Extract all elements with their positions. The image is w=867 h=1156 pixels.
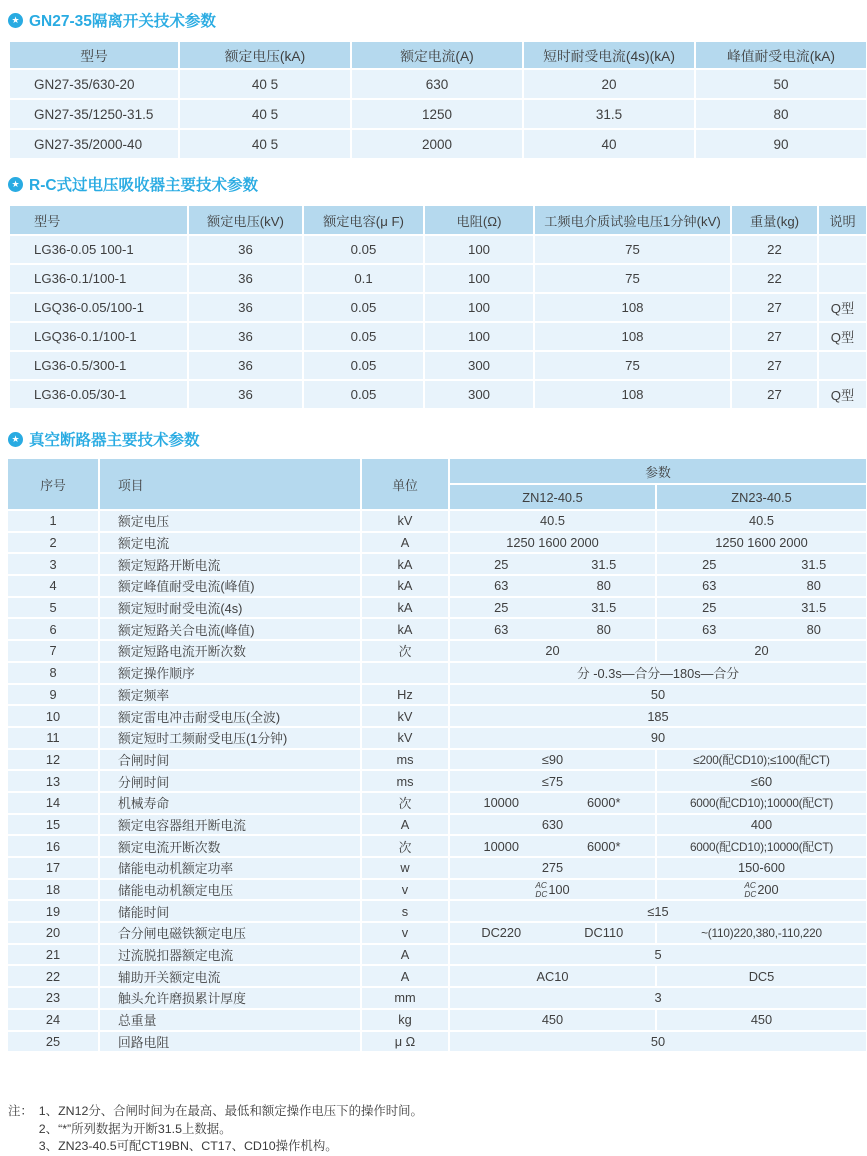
table-row (8, 771, 866, 793)
cell-no: 20 (8, 923, 100, 945)
table-row (8, 858, 866, 880)
value: 25 (702, 600, 717, 616)
cell-item: 额定短时工频耐受电压(1分钟) (100, 728, 362, 750)
cell-span-value: 50 (450, 685, 866, 707)
footnote-items (33, 1103, 423, 1156)
cell-zn12-value (450, 598, 657, 620)
value: 63 (494, 621, 509, 637)
cell-zn12-value (450, 880, 657, 902)
cell-no: 8 (8, 663, 100, 685)
star-icon: ★ (8, 177, 23, 192)
table-row (8, 533, 866, 555)
table-cell: 300 (424, 351, 534, 380)
value: 80 (806, 621, 821, 637)
cell-span-value: 5 (450, 945, 866, 967)
cell-no: 6 (8, 619, 100, 641)
cell-span-value: 185 (450, 706, 866, 728)
table-cell: GN27-35/630-20 (9, 69, 179, 99)
table-row (8, 511, 866, 533)
cell-item: 额定电压 (100, 511, 362, 533)
section-title-gn27 (8, 9, 867, 31)
cell-zn23-value: 40.5 (657, 511, 866, 533)
table-cell: 36 (188, 293, 303, 322)
table-row (8, 685, 866, 707)
cell-no: 12 (8, 750, 100, 772)
header-cell: 说明 (818, 205, 867, 235)
cell-item: 回路电阻 (100, 1032, 362, 1054)
table-row (8, 923, 866, 945)
cell-no: 16 (8, 836, 100, 858)
value: 63 (702, 578, 717, 594)
cell-unit: kA (362, 576, 450, 598)
cell-zn12-value: 40.5 (450, 511, 657, 533)
table-row (9, 264, 867, 293)
value: 25 (494, 600, 509, 616)
cell-unit: ms (362, 750, 450, 772)
cell-no: 2 (8, 533, 100, 555)
table-row (8, 880, 866, 902)
table-row (8, 945, 866, 967)
table-vacuum-breaker-params (8, 459, 866, 1053)
page (0, 9, 867, 1156)
cell-span-value: 90 (450, 728, 866, 750)
table-row (8, 1010, 866, 1032)
table-cell: 100 (424, 293, 534, 322)
table-cell: LG36-0.05 100-1 (9, 235, 188, 264)
table-cell: LG36-0.1/100-1 (9, 264, 188, 293)
table-row (8, 728, 866, 750)
section-title-vcb (8, 428, 867, 450)
cell-unit: 次 (362, 793, 450, 815)
table-cell: 36 (188, 235, 303, 264)
cell-zn23-value: 6000(配CD10);10000(配CT) (657, 793, 866, 815)
footnotes (8, 1103, 867, 1156)
cell-no: 21 (8, 945, 100, 967)
table-cell: GN27-35/1250-31.5 (9, 99, 179, 129)
cell-zn12-value (450, 793, 657, 815)
cell-unit (362, 663, 450, 685)
cell-zn12-value: 275 (450, 858, 657, 880)
table-cell: 1250 (351, 99, 523, 129)
cell-unit: A (362, 533, 450, 555)
cell-no: 9 (8, 685, 100, 707)
cell-zn23-value (657, 554, 866, 576)
table-cell: 36 (188, 264, 303, 293)
value: 25 (702, 556, 717, 572)
cell-unit: v (362, 923, 450, 945)
cell-zn12-value (450, 923, 657, 945)
table-cell: LGQ36-0.1/100-1 (9, 322, 188, 351)
cell-no: 13 (8, 771, 100, 793)
cell-item: 辅助开关额定电流 (100, 966, 362, 988)
cell-zn12-value: 450 (450, 1010, 657, 1032)
cell-span-value: 分 -0.3s—合分—180s—合分 (450, 663, 866, 685)
table-cell: 36 (188, 380, 303, 409)
cell-no: 3 (8, 554, 100, 576)
value: 80 (596, 621, 611, 637)
table-row (9, 293, 867, 322)
table-cell: 40 5 (179, 69, 351, 99)
value: 25 (494, 556, 509, 572)
table-row (9, 129, 867, 159)
cell-zn23-value: 20 (657, 641, 866, 663)
table-row (8, 554, 866, 576)
table-row (9, 380, 867, 409)
cell-no: 15 (8, 815, 100, 837)
cell-unit: ms (362, 771, 450, 793)
cell-no: 18 (8, 880, 100, 902)
cell-unit: s (362, 901, 450, 923)
table-cell: Q型 (818, 380, 867, 409)
cell-no: 19 (8, 901, 100, 923)
cell-zn12-value: 1250 1600 2000 (450, 533, 657, 555)
cell-no: 14 (8, 793, 100, 815)
cell-span-value: ≤15 (450, 901, 866, 923)
table-row (8, 641, 866, 663)
table-cell: 108 (534, 322, 731, 351)
cell-zn23-value: 6000(配CD10);10000(配CT) (657, 836, 866, 858)
cell-zn23-value (657, 880, 866, 902)
cell-zn23-value (657, 576, 866, 598)
table-cell: 20 (523, 69, 695, 99)
table-cell: 90 (695, 129, 867, 159)
cell-no: 25 (8, 1032, 100, 1054)
table-cell: 36 (188, 351, 303, 380)
table-gn27-params (8, 40, 867, 160)
cell-no: 4 (8, 576, 100, 598)
value: 80 (596, 578, 611, 594)
cell-item: 额定短路开断电流 (100, 554, 362, 576)
header-cell: 额定电压(kV) (188, 205, 303, 235)
table-cell: 0.05 (303, 235, 424, 264)
value: 10000 (483, 838, 520, 854)
table-row (8, 901, 866, 923)
table-cell: 100 (424, 264, 534, 293)
cell-unit: w (362, 858, 450, 880)
table-cell: 108 (534, 380, 731, 409)
table-cell: 100 (424, 322, 534, 351)
table-cell: 36 (188, 322, 303, 351)
value: 31.5 (801, 556, 827, 572)
cell-zn23-value: 1250 1600 2000 (657, 533, 866, 555)
cell-zn12-value: 20 (450, 641, 657, 663)
table-cell: LG36-0.5/300-1 (9, 351, 188, 380)
cell-zn12-value: ≤75 (450, 771, 657, 793)
cell-zn23-value: 450 (657, 1010, 866, 1032)
section-title-rc (8, 173, 867, 195)
cell-item: 额定频率 (100, 685, 362, 707)
table-cell: 630 (351, 69, 523, 99)
cell-unit: kA (362, 554, 450, 576)
cell-unit: 次 (362, 836, 450, 858)
header-param-group (450, 459, 866, 511)
value: 63 (702, 621, 717, 637)
cell-item: 额定雷电冲击耐受电压(全波) (100, 706, 362, 728)
cell-item: 合分闸电磁铁额定电压 (100, 923, 362, 945)
header-cell: 额定电流(A) (351, 41, 523, 69)
star-icon: ★ (8, 13, 23, 28)
cell-zn23-value: ≤200(配CD10);≤100(配CT) (657, 750, 866, 772)
cell-unit: Hz (362, 685, 450, 707)
table-cell: Q型 (818, 293, 867, 322)
cell-span-value: 50 (450, 1032, 866, 1054)
table-cell: LG36-0.05/30-1 (9, 380, 188, 409)
cell-zn23-value (657, 598, 866, 620)
cell-zn23-value: ~(110)220,380,-110,220 (657, 923, 866, 945)
cell-no: 5 (8, 598, 100, 620)
cell-item: 储能时间 (100, 901, 362, 923)
cell-zn12-value (450, 836, 657, 858)
cell-item: 总重量 (100, 1010, 362, 1032)
table-cell (818, 351, 867, 380)
cell-zn12-value (450, 619, 657, 641)
table-cell: 75 (534, 351, 731, 380)
cell-item: 储能电动机额定电压 (100, 880, 362, 902)
table-row (8, 793, 866, 815)
table-cell: 40 (523, 129, 695, 159)
cell-no: 1 (8, 511, 100, 533)
cell-unit: 次 (362, 641, 450, 663)
table-cell: 22 (731, 235, 818, 264)
value: 63 (494, 578, 509, 594)
table-cell: 22 (731, 264, 818, 293)
cell-zn23-value: DC5 (657, 966, 866, 988)
cell-unit: kg (362, 1010, 450, 1032)
table-row (8, 836, 866, 858)
cell-no: 11 (8, 728, 100, 750)
value: 31.5 (591, 600, 617, 616)
table-row (8, 750, 866, 772)
cell-item: 合闸时间 (100, 750, 362, 772)
header-cell-zn12: ZN12-40.5 (450, 485, 657, 511)
table-cell: 0.05 (303, 322, 424, 351)
value: 80 (806, 578, 821, 594)
cell-item: 额定电流开断次数 (100, 836, 362, 858)
header-cell: 型号 (9, 205, 188, 235)
table-row (8, 966, 866, 988)
section-title-text: R-C式过电压吸收器主要技术参数 (29, 177, 259, 194)
value: 6000* (587, 838, 621, 854)
table-cell: LGQ36-0.05/100-1 (9, 293, 188, 322)
header-model-row (450, 485, 866, 511)
table-cell: 50 (695, 69, 867, 99)
cell-item: 储能电动机额定功率 (100, 858, 362, 880)
header-cell: 额定电压(kA) (179, 41, 351, 69)
cell-zn12-value (450, 554, 657, 576)
cell-unit: A (362, 945, 450, 967)
section-title-text: GN27-35隔离开关技术参数 (29, 13, 216, 30)
header-cell-no: 序号 (8, 459, 100, 511)
table-cell: 108 (534, 293, 731, 322)
footnote-line: 1、ZN12分、合闸时间为在最高、最低和额定操作电压下的操作时间。 (38, 1104, 423, 1119)
cell-no: 7 (8, 641, 100, 663)
cell-unit: μ Ω (362, 1032, 450, 1054)
value: 31.5 (801, 600, 827, 616)
header-cell: 额定电容(μ F) (303, 205, 424, 235)
table-cell: 31.5 (523, 99, 695, 129)
cell-unit: mm (362, 988, 450, 1010)
cell-item: 额定电容器组开断电流 (100, 815, 362, 837)
value: 10000 (483, 795, 520, 811)
table-cell: 2000 (351, 129, 523, 159)
footnote-line: 2、“*”所列数据为开断31.5上数据。 (38, 1121, 232, 1136)
value-acdc: AC DC 200 (744, 880, 779, 899)
cell-unit: A (362, 966, 450, 988)
table-row (9, 69, 867, 99)
table-cell: 27 (731, 293, 818, 322)
header-cell-item: 项目 (100, 459, 362, 511)
cell-zn12-value: AC10 (450, 966, 657, 988)
cell-item: 机械寿命 (100, 793, 362, 815)
table-cell: 27 (731, 351, 818, 380)
table-cell: 0.05 (303, 351, 424, 380)
table-row (9, 351, 867, 380)
cell-zn12-value: 630 (450, 815, 657, 837)
table-cell: 27 (731, 322, 818, 351)
cell-no: 24 (8, 1010, 100, 1032)
cell-zn23-value: ≤60 (657, 771, 866, 793)
table-row (8, 576, 866, 598)
header-cell: 型号 (9, 41, 179, 69)
cell-span-value: 3 (450, 988, 866, 1010)
table-cell: 0.05 (303, 293, 424, 322)
cell-item: 分闸时间 (100, 771, 362, 793)
table-cell: 300 (424, 380, 534, 409)
table-row (8, 706, 866, 728)
header-row (9, 41, 867, 69)
table-row (8, 1032, 866, 1054)
cell-unit: A (362, 815, 450, 837)
value: 31.5 (591, 556, 617, 572)
cell-unit: kV (362, 511, 450, 533)
header-cell: 电阻(Ω) (424, 205, 534, 235)
table-row (8, 619, 866, 641)
table-row (8, 988, 866, 1010)
table-cell: 40 5 (179, 129, 351, 159)
cell-item: 额定电流 (100, 533, 362, 555)
section-title-text: 真空断路器主要技术参数 (29, 432, 200, 449)
table-cell: 0.05 (303, 380, 424, 409)
table-cell: 100 (424, 235, 534, 264)
header-cell: 峰值耐受电流(kA) (695, 41, 867, 69)
header-cell: 重量(kg) (731, 205, 818, 235)
table-cell: 27 (731, 380, 818, 409)
cell-zn12-value (450, 576, 657, 598)
header-cell-param: 参数 (450, 459, 866, 485)
cell-unit: kA (362, 619, 450, 641)
cell-zn23-value: 150-600 (657, 858, 866, 880)
header-cell: 短时耐受电流(4s)(kA) (523, 41, 695, 69)
cell-zn23-value (657, 619, 866, 641)
table-row (8, 815, 866, 837)
table-row (8, 598, 866, 620)
header-cell-zn23: ZN23-40.5 (657, 485, 866, 511)
table-row (9, 322, 867, 351)
cell-no: 10 (8, 706, 100, 728)
value: 6000* (587, 795, 621, 811)
footnote-prefix: 注： (8, 1104, 33, 1119)
cell-item: 额定短路关合电流(峰值) (100, 619, 362, 641)
cell-item: 过流脱扣器额定电流 (100, 945, 362, 967)
table-cell (818, 264, 867, 293)
table-cell: 80 (695, 99, 867, 129)
value: DC110 (584, 925, 624, 941)
table-row (9, 235, 867, 264)
value: DC220 (481, 925, 522, 941)
cell-item: 额定操作顺序 (100, 663, 362, 685)
cell-item: 额定短路电流开断次数 (100, 641, 362, 663)
table-cell: GN27-35/2000-40 (9, 129, 179, 159)
header-row (9, 205, 867, 235)
cell-item: 触头允许磨损累计厚度 (100, 988, 362, 1010)
cell-zn12-value: ≤90 (450, 750, 657, 772)
cell-no: 17 (8, 858, 100, 880)
cell-unit: kA (362, 598, 450, 620)
star-icon: ★ (8, 432, 23, 447)
table-row (9, 99, 867, 129)
header-cell-unit: 单位 (362, 459, 450, 511)
value-acdc: AC DC 100 (535, 880, 570, 899)
table-cell: 40 5 (179, 99, 351, 129)
cell-no: 22 (8, 966, 100, 988)
table-cell: Q型 (818, 322, 867, 351)
header-cell: 工频电介质试验电压1分钟(kV) (534, 205, 731, 235)
table-cell (818, 235, 867, 264)
table-cell: 75 (534, 235, 731, 264)
cell-unit: v (362, 880, 450, 902)
table-row (8, 663, 866, 685)
table-cell: 75 (534, 264, 731, 293)
cell-no: 23 (8, 988, 100, 1010)
footnote-line: 3、ZN23-40.5可配CT19BN、CT17、CD10操作机构。 (38, 1139, 338, 1154)
table-cell: 0.1 (303, 264, 424, 293)
table-rc-absorber-params (8, 204, 867, 410)
cell-item: 额定峰值耐受电流(峰值) (100, 576, 362, 598)
cell-unit: kV (362, 728, 450, 750)
cell-unit: kV (362, 706, 450, 728)
cell-item: 额定短时耐受电流(4s) (100, 598, 362, 620)
header-row (8, 459, 866, 511)
cell-zn23-value: 400 (657, 815, 866, 837)
